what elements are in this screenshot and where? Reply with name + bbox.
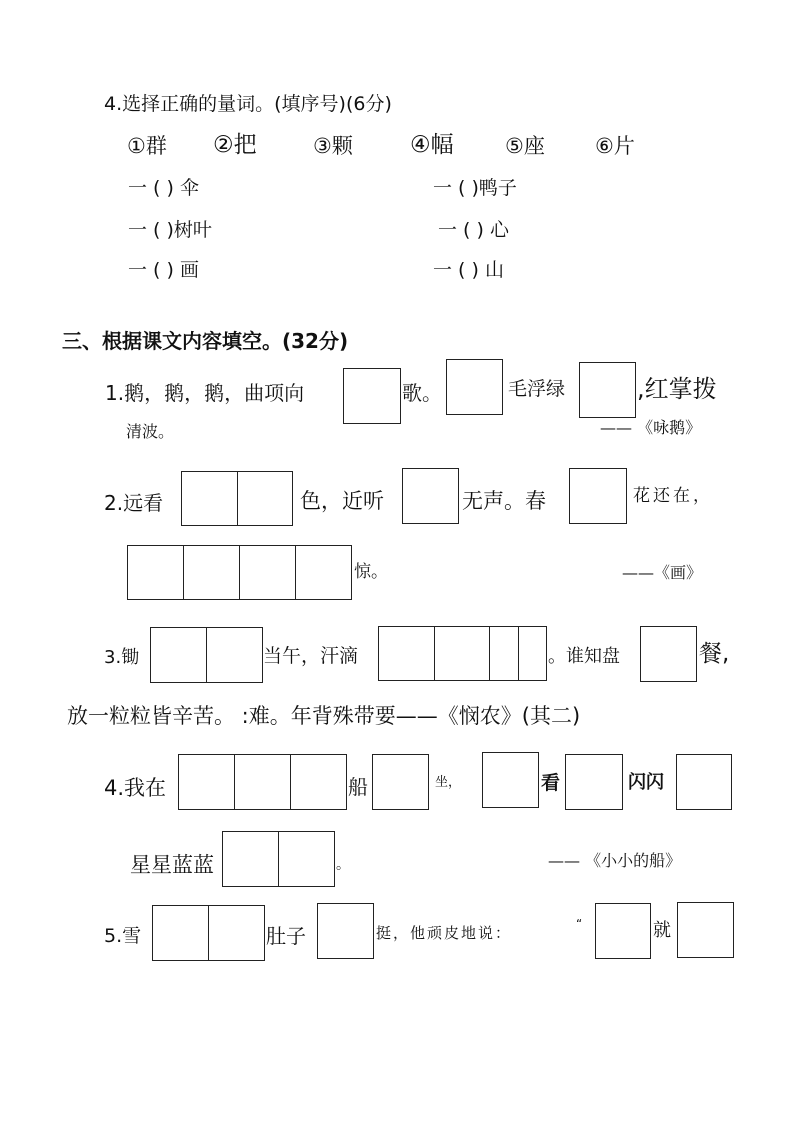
option-5: ⑤座 — [505, 134, 545, 158]
q4-row1-right: 一 ( )鸭子 — [433, 177, 517, 199]
answer-cell[interactable] — [179, 755, 235, 809]
poem2-text-e: 惊。 — [354, 562, 388, 582]
answer-grid[interactable] — [152, 905, 265, 961]
answer-grid[interactable] — [127, 545, 352, 600]
poem4-text-f: 星星蓝蓝 — [130, 853, 214, 877]
poem1-text-d: ,红掌拨 — [637, 375, 717, 403]
answer-box[interactable] — [579, 362, 636, 418]
answer-grid[interactable] — [150, 627, 263, 683]
poem4-text-e: 闪闪 — [628, 772, 664, 793]
answer-grid[interactable] — [222, 831, 335, 887]
poem3-text-c: 。谁知盘 — [548, 646, 620, 667]
answer-cell[interactable] — [235, 755, 291, 809]
poem5-text-d: “ — [576, 917, 583, 931]
poem4-text-c: 坐， — [435, 775, 462, 790]
poem1-text-a: 1.鹅，鹅，鹅，曲项向 — [105, 381, 305, 405]
q4-row1-left: 一 ( ) 伞 — [128, 177, 199, 199]
poem5-text-a: 5.雪 — [104, 925, 142, 947]
poem5-text-e: 就 — [653, 920, 671, 941]
q4-title: 4.选择正确的量词。(填序号)(6分) — [104, 93, 392, 115]
answer-box[interactable] — [677, 902, 734, 958]
poem3-text-a: 3.锄 — [104, 647, 140, 668]
option-3: ③颗 — [313, 134, 353, 158]
poem3-text-b: 当午，汗滴 — [263, 645, 359, 667]
answer-box[interactable] — [569, 468, 627, 524]
answer-cell[interactable] — [153, 906, 209, 960]
answer-box[interactable] — [595, 903, 651, 959]
answer-cell[interactable] — [240, 546, 296, 599]
answer-grid[interactable] — [181, 471, 293, 526]
poem2-text-b: 色，近听 — [300, 489, 384, 513]
poem3-text-d: 餐, — [699, 641, 730, 667]
answer-cell[interactable] — [238, 472, 293, 525]
answer-box[interactable] — [343, 368, 401, 424]
poem2-text-d: 花还在， — [633, 486, 713, 506]
poem4-text-b: 船 — [348, 775, 368, 799]
answer-cell[interactable] — [291, 755, 346, 809]
answer-cell[interactable] — [184, 546, 240, 599]
answer-box[interactable] — [372, 754, 429, 810]
answer-cell[interactable] — [379, 627, 435, 680]
answer-box[interactable] — [676, 754, 732, 810]
poem2-text-a: 2.远看 — [104, 491, 164, 515]
poem2-source: ——《画》 — [622, 563, 703, 582]
option-2: ②把 — [213, 132, 257, 158]
answer-cell[interactable] — [519, 627, 546, 680]
answer-cell[interactable] — [279, 832, 334, 886]
answer-cell[interactable] — [151, 628, 207, 682]
poem1-text-c: 毛浮绿 — [508, 378, 566, 400]
answer-cell[interactable] — [207, 628, 262, 682]
answer-box[interactable] — [317, 903, 374, 959]
answer-box[interactable] — [446, 359, 503, 415]
answer-grid[interactable] — [378, 626, 547, 681]
answer-box[interactable] — [640, 626, 697, 682]
answer-cell[interactable] — [490, 627, 518, 680]
poem4-text-g: 。 — [336, 857, 350, 873]
poem1-text-e: 清波。 — [126, 422, 175, 441]
answer-cell[interactable] — [128, 546, 184, 599]
answer-cell[interactable] — [223, 832, 279, 886]
poem4-text-d: 看 — [541, 772, 561, 794]
answer-grid[interactable] — [178, 754, 347, 810]
q4-row2-right: 一 ( ) 心 — [438, 219, 509, 241]
option-1: ①群 — [127, 134, 167, 158]
option-4: ④幅 — [410, 132, 454, 158]
poem4-text-a: 4.我在 — [104, 776, 167, 800]
poem5-text-c: 挺，他顽皮地说： — [376, 924, 513, 942]
poem1-text-b: 歌。 — [402, 381, 442, 405]
option-6: ⑥片 — [595, 134, 635, 158]
q4-row2-left: 一 ( )树叶 — [128, 219, 212, 241]
answer-cell[interactable] — [435, 627, 491, 680]
answer-box[interactable] — [402, 468, 459, 524]
poem2-text-c: 无声。春 — [462, 489, 546, 513]
q4-row3-right: 一 ( ) 山 — [433, 259, 504, 281]
section-title: 三、根据课文内容填空。(32分) — [62, 329, 349, 353]
answer-cell[interactable] — [209, 906, 264, 960]
answer-cell[interactable] — [296, 546, 351, 599]
answer-box[interactable] — [565, 754, 623, 810]
poem3-line2: 放一粒粒皆辛苦。 :难。年背殊带要——《悯农》(其二) — [67, 704, 581, 728]
poem4-source: —— 《小小的船》 — [548, 851, 682, 870]
q4-row3-left: 一 ( ) 画 — [128, 259, 199, 281]
poem1-source: —— 《咏鹅》 — [600, 418, 702, 437]
answer-box[interactable] — [482, 752, 539, 808]
answer-cell[interactable] — [182, 472, 238, 525]
poem5-text-b: 肚子 — [266, 924, 306, 948]
